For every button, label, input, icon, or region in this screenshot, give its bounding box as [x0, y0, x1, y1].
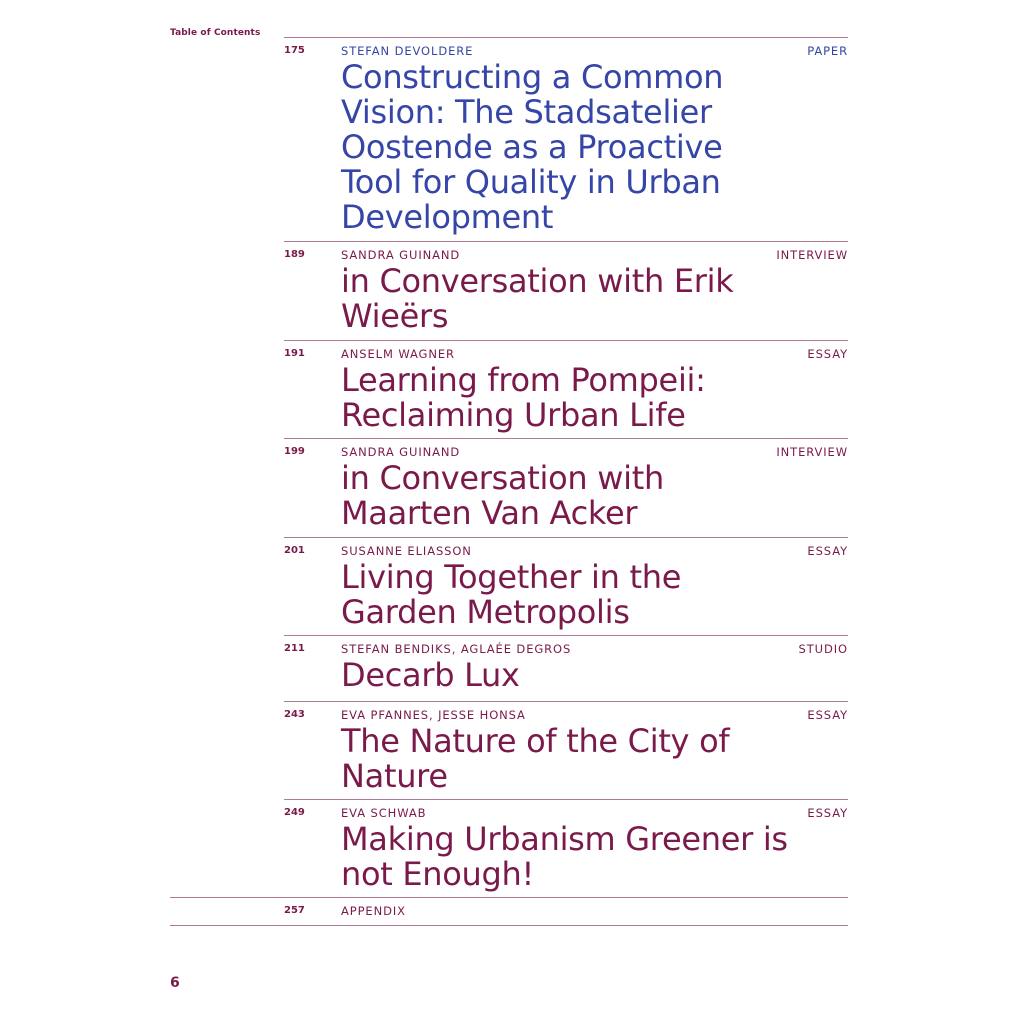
toc-entry[interactable] — [284, 701, 848, 799]
entry-type: INTERVIEW — [776, 248, 848, 262]
page-number: 6 — [170, 975, 180, 991]
entry-author: SANDRA GUINAND — [341, 248, 461, 262]
entry-page-number: 211 — [284, 643, 305, 654]
entry-type: ESSAY — [807, 708, 848, 722]
entry-author: EVA SCHWAB — [341, 806, 427, 820]
table-of-contents — [284, 37, 848, 897]
entry-author: SUSANNE ELIASSON — [341, 544, 472, 558]
entry-author: EVA PFANNES, JESSE HONSA — [341, 708, 526, 722]
entry-title[interactable]: in Conversation with Maarten Van Acker — [341, 459, 664, 532]
entry-title[interactable]: Learning from Pompeii: Reclaiming Urban Life — [341, 361, 706, 434]
entry-title[interactable]: in Conversation with Erik Wieërs — [341, 262, 734, 335]
entry-title[interactable]: The Nature of the City of Nature — [341, 722, 730, 795]
entry-title[interactable]: Living Together in the Garden Metropolis — [341, 558, 682, 631]
toc-entry[interactable] — [284, 37, 848, 241]
entry-page-number: 249 — [284, 807, 305, 818]
entry-page-number: 201 — [284, 545, 305, 556]
entry-page-number: 175 — [284, 45, 305, 56]
toc-entry[interactable] — [284, 799, 848, 897]
appendix-label[interactable]: APPENDIX — [341, 904, 406, 918]
toc-entry[interactable] — [284, 438, 848, 537]
toc-entry[interactable] — [284, 537, 848, 635]
entry-author: STEFAN DEVOLDERE — [341, 44, 474, 58]
entry-page-number: 189 — [284, 249, 305, 260]
entry-page-number: 199 — [284, 446, 305, 457]
entry-title[interactable]: Decarb Lux — [341, 656, 520, 694]
toc-appendix-entry[interactable] — [170, 897, 848, 926]
appendix-page-number: 257 — [284, 905, 305, 916]
entry-type: INTERVIEW — [776, 445, 848, 459]
toc-entry[interactable] — [284, 635, 848, 701]
section-label: Table of Contents — [170, 28, 261, 38]
entry-type: STUDIO — [798, 642, 848, 656]
entry-page-number: 191 — [284, 348, 305, 359]
entry-author: SANDRA GUINAND — [341, 445, 461, 459]
entry-author: ANSELM WAGNER — [341, 347, 455, 361]
entry-type: ESSAY — [807, 806, 848, 820]
entry-type: ESSAY — [807, 544, 848, 558]
entry-author: STEFAN BENDIKS, AGLAÉE DEGROS — [341, 642, 572, 656]
entry-title[interactable]: Making Urbanism Greener is not Enough! — [341, 820, 788, 893]
entry-type: PAPER — [807, 44, 848, 58]
entry-title[interactable]: Constructing a Common Vision: The Stadsatelier Oostende as a Proactive Tool for Quality in Urban Development — [341, 58, 724, 236]
entry-type: ESSAY — [807, 347, 848, 361]
entry-page-number: 243 — [284, 709, 305, 720]
toc-entry[interactable] — [284, 340, 848, 438]
toc-entry[interactable] — [284, 241, 848, 340]
